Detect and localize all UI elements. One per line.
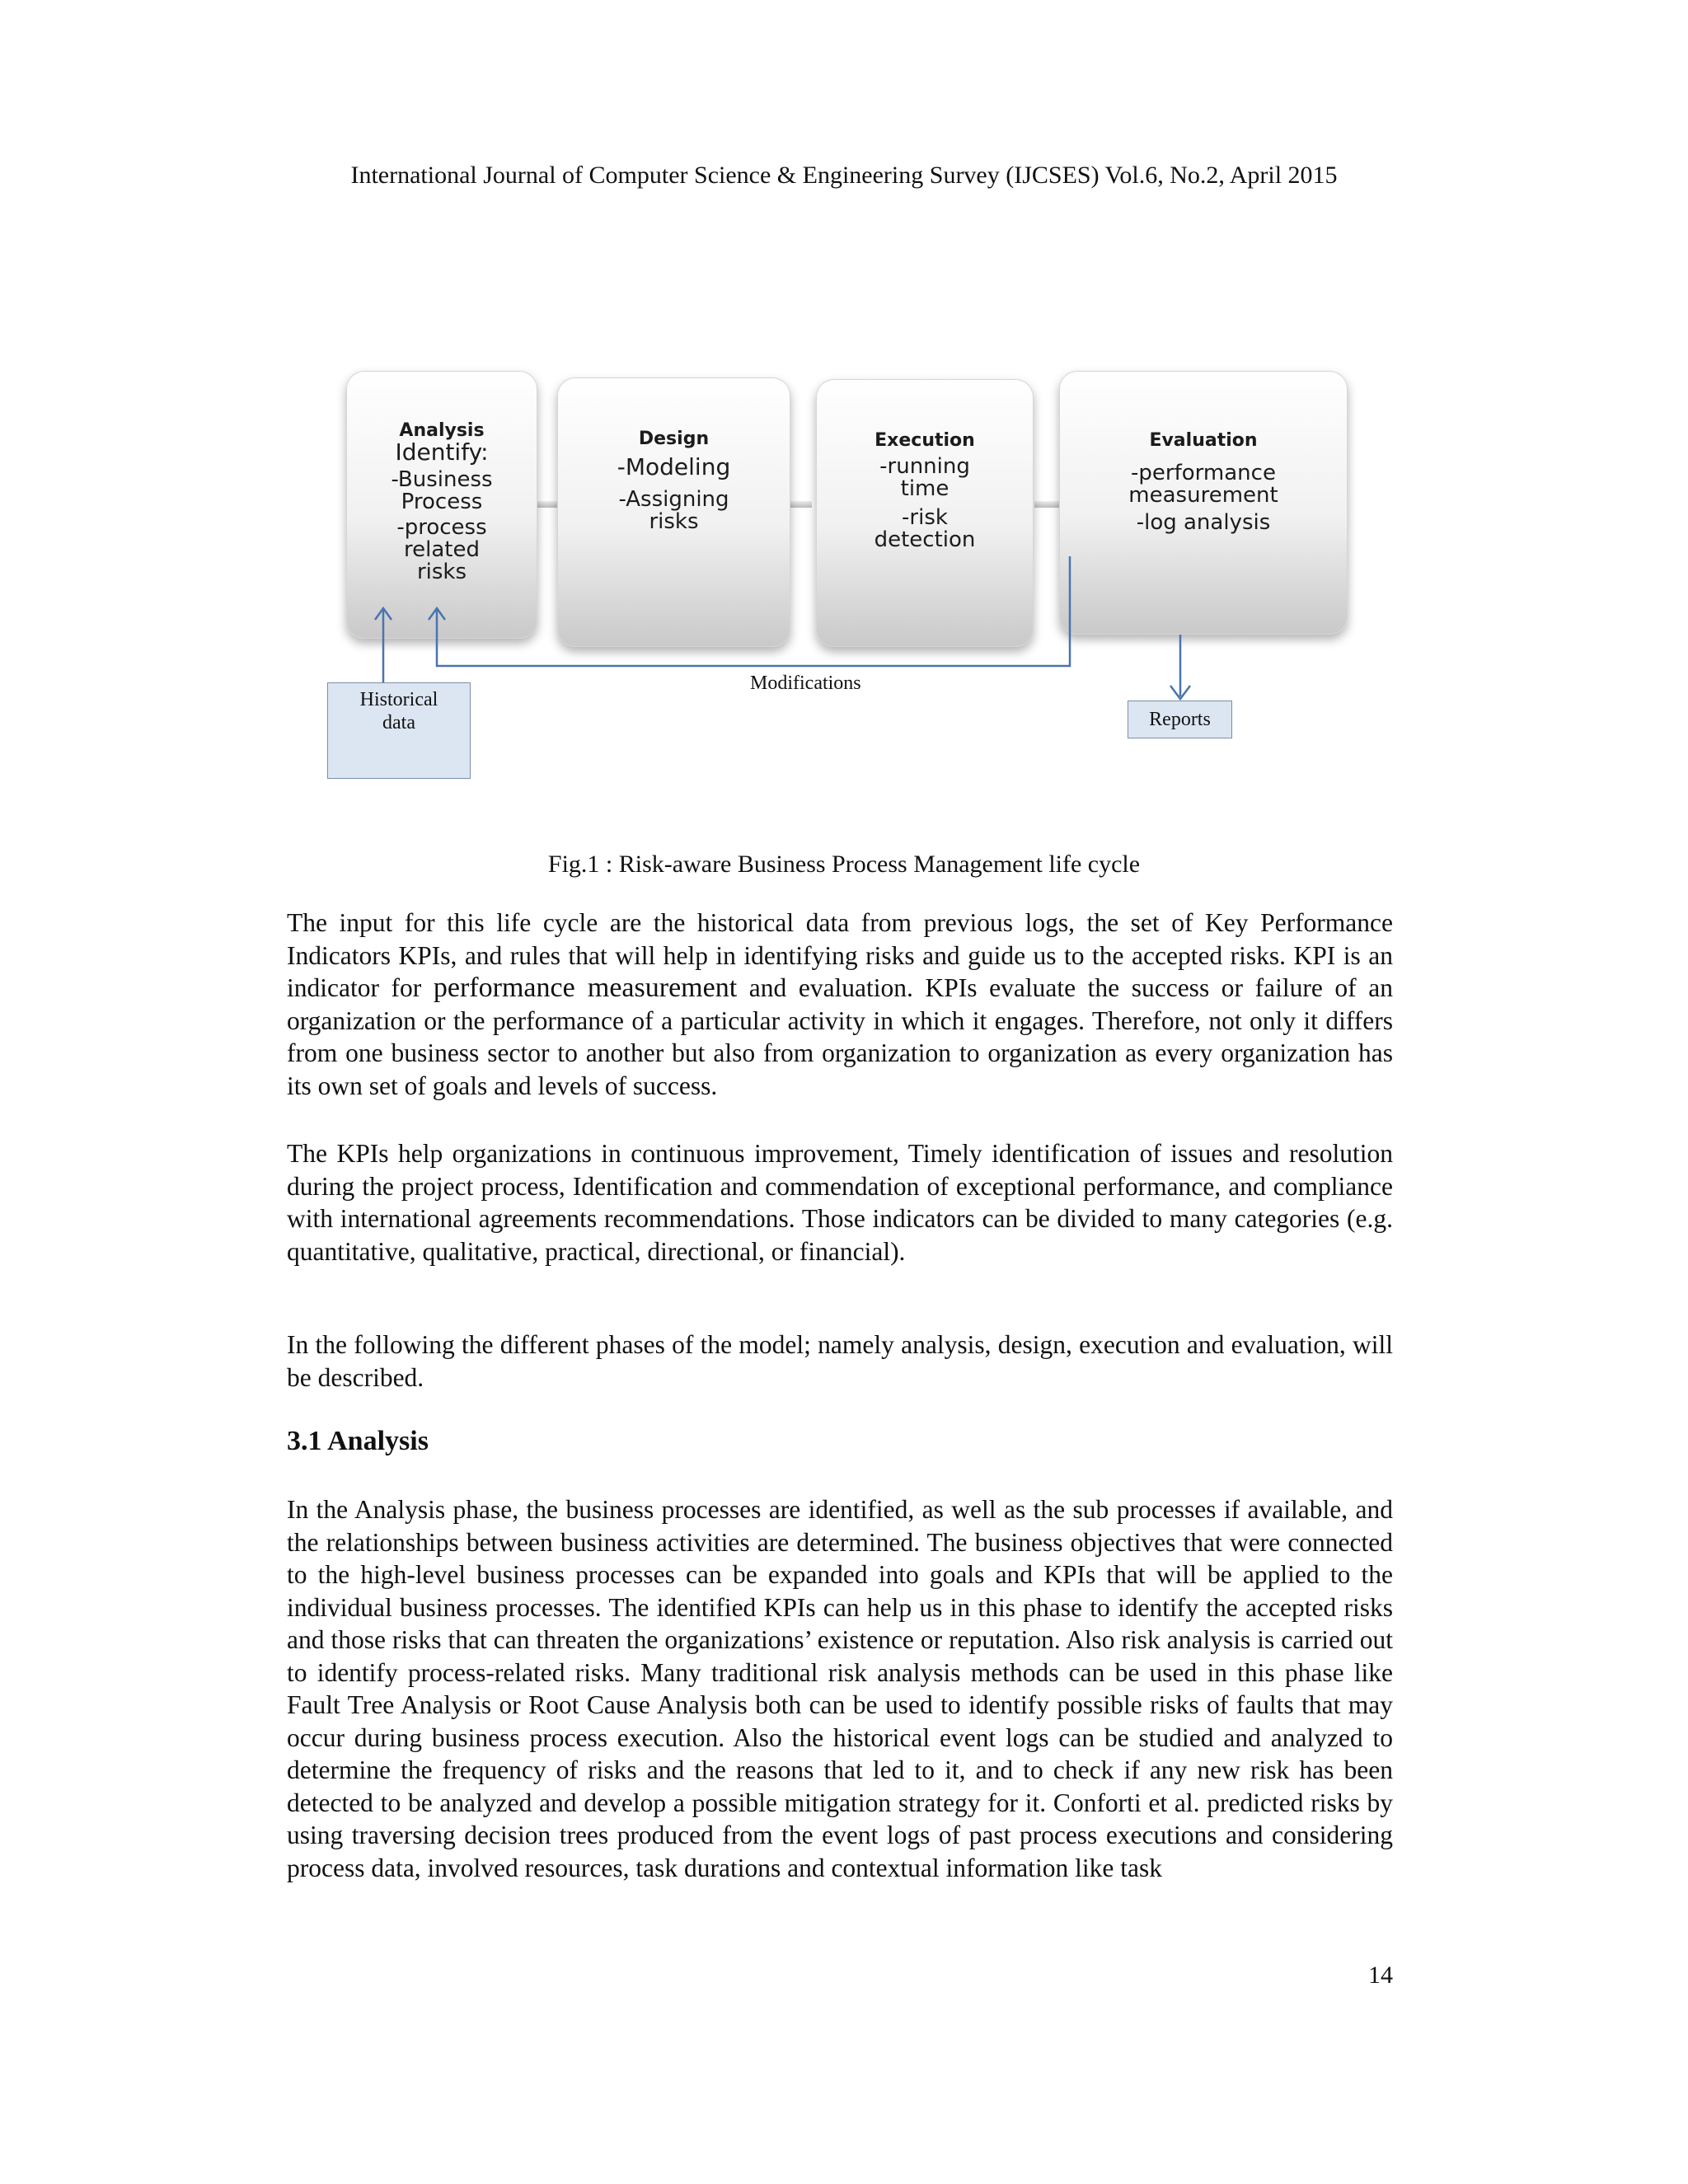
modifications-label: Modifications [750,673,861,694]
paragraph-text: The input for this life cycle are the historical data from previous logs, the set of Key Performance Indicators KPIs, and rules that will help in identifying risks and guide us to the accepted risks. KPI is an indicator for [287,908,1393,1002]
paragraph-analysis: In the Analysis phase, the business processes are identified, as well as the sub processes if available, and the relationships between business activities are determined. The business objectives that were connected to the high-level business processes can be expanded into goals and KPIs that will be applied to the individual business processes. The identified KPIs can help us in this phase to identify the accepted risks and those risks that can threaten the organizations’ existence or reputation. Also risk analysis is carried out to identify process-related risks. Many traditional risk analysis methods can be used in this phase like Fault Tree Analysis or Root Cause Analysis both can be used to identify possible risks of faults that may occur during business process execution. Also the historical event logs can be studied and analyzed to determine the frequency of risks and the reasons that led to it, and to check if any new risk has been detected to be analyzed and develop a possible mitigation strategy for it. Conforti et al. predicted risks by using traversing decision trees produced from the event logs of past process executions and considering process data, involved resources, task durations and contextual information like task [287,1495,1393,1882]
page-number: 14 [1368,1961,1393,1989]
stage-line: measurement [1128,483,1278,508]
stage-line: -process [396,515,487,540]
stage-line: -log analysis [1136,510,1271,535]
stage-line: risks [416,560,467,584]
historical-label-line2: data [382,712,415,733]
stage-line: -Business [391,467,493,492]
reports-box [1128,701,1232,738]
historical-label-line1: Historical [359,689,438,710]
historical-data-box [327,682,471,779]
figure-caption: Fig.1 : Risk-aware Business Process Management life cycle [547,851,1141,878]
paragraph-text-emphasis: performance measurement [433,972,738,1003]
stage-title: Evaluation [1149,430,1258,451]
stage-title: Design [638,429,710,449]
stage-line: related [404,537,480,562]
stage-title: Execution [874,430,975,451]
stage-title: Analysis [399,420,485,441]
stage-line: -risk [902,505,948,530]
stage-line: -Assigning [618,487,729,512]
reports-label: Reports [1149,709,1211,730]
stage-line: detection [874,527,976,552]
modifications-arrow [437,556,1070,666]
paragraph-kpi-help: The KPIs help organizations in continuous improvement, Timely identification of issues and resolution during the project process, Identification and commendation of exceptional performance, and compliance with international agreements recommendations. Those indicators can be divided to many categories (e.g. quantitative, qualitative, practical, directional, or financial). [287,1139,1393,1266]
stage-line: -performance [1131,461,1276,485]
stage-line: Process [401,490,483,514]
figure-arrows [313,363,1385,808]
paragraph-text: and evaluation. KPIs evaluate the success or failure of an organization or the performance of a particular activity in which it engages. Therefore, not only it differs from one business sector to another but also from organization to organization as every organization has its own set of goals and levels of success. [287,973,1393,1100]
paragraph-phases: In the following the different phases of the model; namely analysis, design, execution and evaluation, will be described. [287,1330,1393,1392]
stage-line: Identify: [395,438,489,466]
paragraph-kpi-input [287,907,1393,1102]
stage-line: risks [649,509,699,534]
stage-line: time [900,476,950,501]
stage-line: -Modeling [617,453,731,480]
running-header: International Journal of Computer Science & Engineering Survey (IJCSES) Vol.6, No.2, April 2015 [350,162,1338,189]
lifecycle-figure [313,363,1385,808]
section-heading: 3.1 Analysis [287,1426,429,1456]
stage-line: -running [879,454,970,479]
